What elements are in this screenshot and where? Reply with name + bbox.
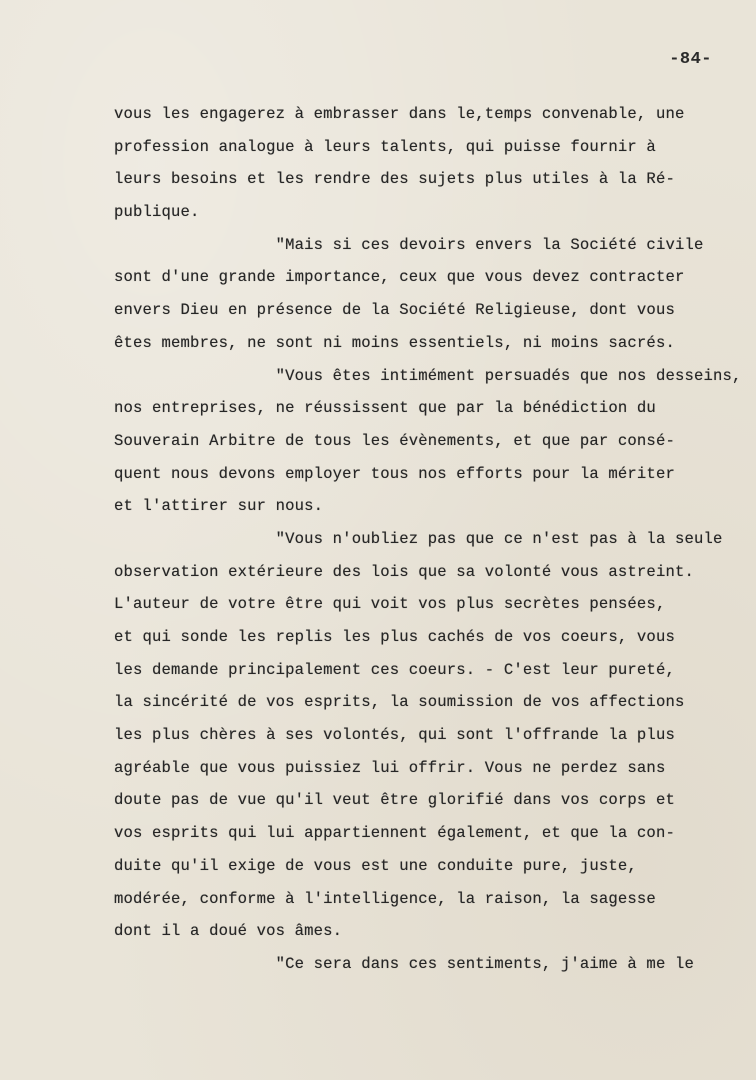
text-line: sont d'une grande importance, ceux que vous devez contracter (114, 268, 685, 287)
text-line: et l'attirer sur nous. (114, 497, 324, 516)
text-line: doute pas de vue qu'il veut être glorifié dans vos corps et (114, 791, 675, 810)
text-line: profession analogue à leurs talents, qui puisse fournir à (114, 137, 656, 156)
text-line: les plus chères à ses volontés, qui sont l'offrande la plus (114, 726, 675, 745)
page-number: -84- (669, 50, 712, 69)
text-line: agréable que vous puissiez lui offrir. Vous ne perdez sans (114, 758, 666, 777)
text-line: duite qu'il exige de vous est une conduite pure, juste, (114, 856, 637, 875)
text-line: Souverain Arbitre de tous les évènements, et que par consé- (114, 431, 675, 450)
text-line: nos entreprises, ne réussissent que par la bénédiction du (114, 399, 656, 418)
text-line: la sincérité de vos esprits, la soumission de vos affections (114, 693, 685, 712)
text-line: "Vous n'oubliez pas que ce n'est pas à la seule (114, 529, 723, 548)
text-line: "Ce sera dans ces sentiments, j'aime à me le (114, 954, 694, 973)
text-line: quent nous devons employer tous nos efforts pour la mériter (114, 464, 675, 483)
text-line: et qui sonde les replis les plus cachés de vos coeurs, vous (114, 628, 675, 646)
text-line: êtes membres, ne sont ni moins essentiels, ni moins sacrés. (114, 333, 675, 352)
text-line: modérée, conforme à l'intelligence, la raison, la sagesse (114, 889, 656, 908)
text-line: vous les engagerez à embrasser dans le,temps convenable, une (114, 105, 685, 123)
text-line: les demande principalement ces coeurs. - C'est leur pureté, (114, 660, 675, 679)
body-text (114, 98, 742, 981)
text-line: L'auteur de votre être qui voit vos plus secrètes pensées, (114, 595, 666, 614)
text-line: envers Dieu en présence de la Société Religieuse, dont vous (114, 301, 675, 320)
text-line: publique. (114, 203, 200, 222)
text-line: vos esprits qui lui appartiennent également, et que la con- (114, 824, 675, 843)
text-line: "Vous êtes intimément persuadés que nos desseins, (114, 366, 742, 385)
text-line: "Mais si ces devoirs envers la Société civile (114, 235, 704, 254)
text-line: dont il a doué vos âmes. (114, 922, 343, 941)
text-line: leurs besoins et les rendre des sujets plus utiles à la Ré- (114, 170, 675, 189)
text-line: observation extérieure des lois que sa volonté vous astreint. (114, 562, 694, 581)
